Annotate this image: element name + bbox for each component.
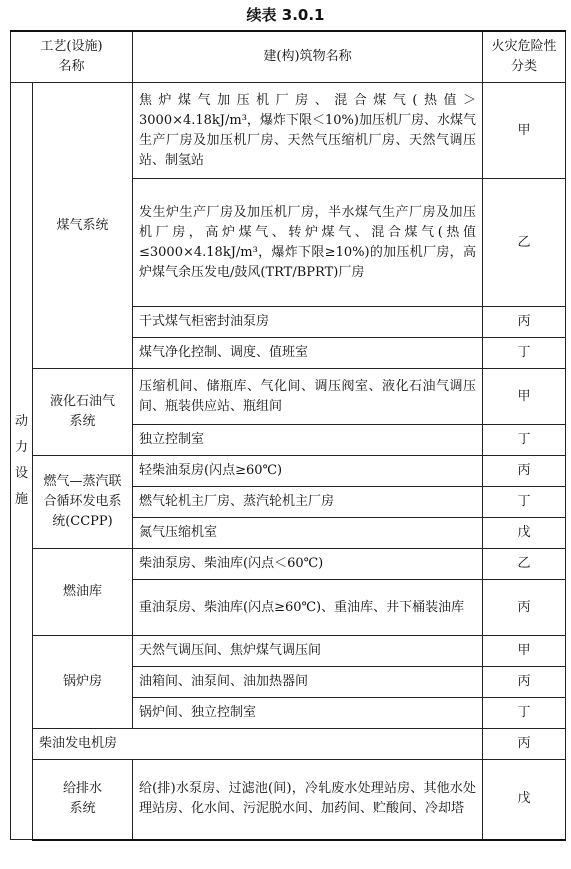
header-building: 建(构)筑物名称 bbox=[133, 31, 483, 83]
table-row bbox=[11, 760, 566, 840]
hazard-class-cell: 甲 bbox=[483, 369, 566, 425]
hazard-class-cell: 丁 bbox=[483, 425, 566, 456]
building-name-cell: 氮气压缩机室 bbox=[133, 518, 483, 549]
hazard-class-cell: 丁 bbox=[483, 487, 566, 518]
hazard-class-cell: 丁 bbox=[483, 698, 566, 729]
hazard-class-cell: 丙 bbox=[483, 456, 566, 487]
hazard-class-cell: 丙 bbox=[483, 307, 566, 338]
group-label: 锅炉房 bbox=[33, 636, 133, 729]
group-label: 给排水 系统 bbox=[33, 760, 133, 840]
building-name-cell: 煤气净化控制、调度、值班室 bbox=[133, 338, 483, 369]
building-name-cell: 焦炉煤气加压机厂房、混合煤气(热值＞3000×4.18kJ/m³，爆炸下限＜10%)加压机厂房、水煤气生产厂房及加压机厂房、天然气压缩机厂房、天然气调压站、制氢站 bbox=[133, 83, 483, 179]
building-name-cell: 发生炉生产厂房及加压机厂房，半水煤气生产厂房及加压机厂房，高炉煤气、转炉煤气、混合煤气(热值≤3000×4.18kJ/m³，爆炸下限≥10%)的加压机厂房，高炉煤气余压发电/鼓风(TRT/BPRT)厂房 bbox=[133, 179, 483, 307]
table-row bbox=[11, 549, 566, 580]
building-name-cell: 独立控制室 bbox=[133, 425, 483, 456]
hazard-class-cell: 丙 bbox=[483, 667, 566, 698]
hazard-class-cell: 甲 bbox=[483, 636, 566, 667]
group-label: 煤气系统 bbox=[33, 83, 133, 369]
table-body bbox=[11, 83, 566, 840]
category-cell: 动 力 设 施 bbox=[11, 83, 33, 840]
table-row bbox=[11, 456, 566, 487]
header-class: 火灾危险性 分类 bbox=[483, 31, 566, 83]
building-name-cell: 轻柴油泵房(闪点≥60℃) bbox=[133, 456, 483, 487]
hazard-class-cell: 乙 bbox=[483, 179, 566, 307]
building-name-cell: 天然气调压间、焦炉煤气调压间 bbox=[133, 636, 483, 667]
hazard-class-cell: 丙 bbox=[483, 729, 566, 760]
hazard-class-cell: 乙 bbox=[483, 549, 566, 580]
hazard-class-cell: 戊 bbox=[483, 760, 566, 840]
hazard-class-cell: 丁 bbox=[483, 338, 566, 369]
table-row bbox=[11, 83, 566, 179]
hazard-class-cell: 甲 bbox=[483, 83, 566, 179]
group-label: 柴油发电机房 bbox=[33, 729, 483, 760]
building-name-cell: 干式煤气柜密封油泵房 bbox=[133, 307, 483, 338]
table-row bbox=[11, 729, 566, 760]
table-row bbox=[11, 636, 566, 667]
group-label: 液化石油气 系统 bbox=[33, 369, 133, 456]
table-row bbox=[11, 369, 566, 425]
building-name-cell: 给(排)水泵房、过滤池(间)，冷轧废水处理站房、其他水处理站房、化水间、污泥脱水间、加药间、贮酸间、冷却塔 bbox=[133, 760, 483, 840]
building-name-cell: 压缩机间、储瓶库、气化间、调压阀室、液化石油气调压间、瓶装供应站、瓶组间 bbox=[133, 369, 483, 425]
hazard-class-cell: 戊 bbox=[483, 518, 566, 549]
building-name-cell: 柴油泵房、柴油库(闪点＜60℃) bbox=[133, 549, 483, 580]
group-label: 燃气—蒸汽联 合循环发电系 统(CCPP) bbox=[33, 456, 133, 549]
hazard-class-cell: 丙 bbox=[483, 580, 566, 636]
fire-hazard-table bbox=[10, 30, 566, 841]
building-name-cell: 锅炉间、独立控制室 bbox=[133, 698, 483, 729]
building-name-cell: 重油泵房、柴油库(闪点≥60℃)、重油库、井下桶装油库 bbox=[133, 580, 483, 636]
table-caption: 续表 3.0.1 bbox=[246, 6, 325, 24]
building-name-cell: 燃气轮机主厂房、蒸汽轮机主厂房 bbox=[133, 487, 483, 518]
building-name-cell: 油箱间、油泵间、油加热器间 bbox=[133, 667, 483, 698]
header-row bbox=[11, 31, 566, 83]
header-process: 工艺(设施) 名称 bbox=[11, 31, 133, 83]
group-label: 燃油库 bbox=[33, 549, 133, 636]
